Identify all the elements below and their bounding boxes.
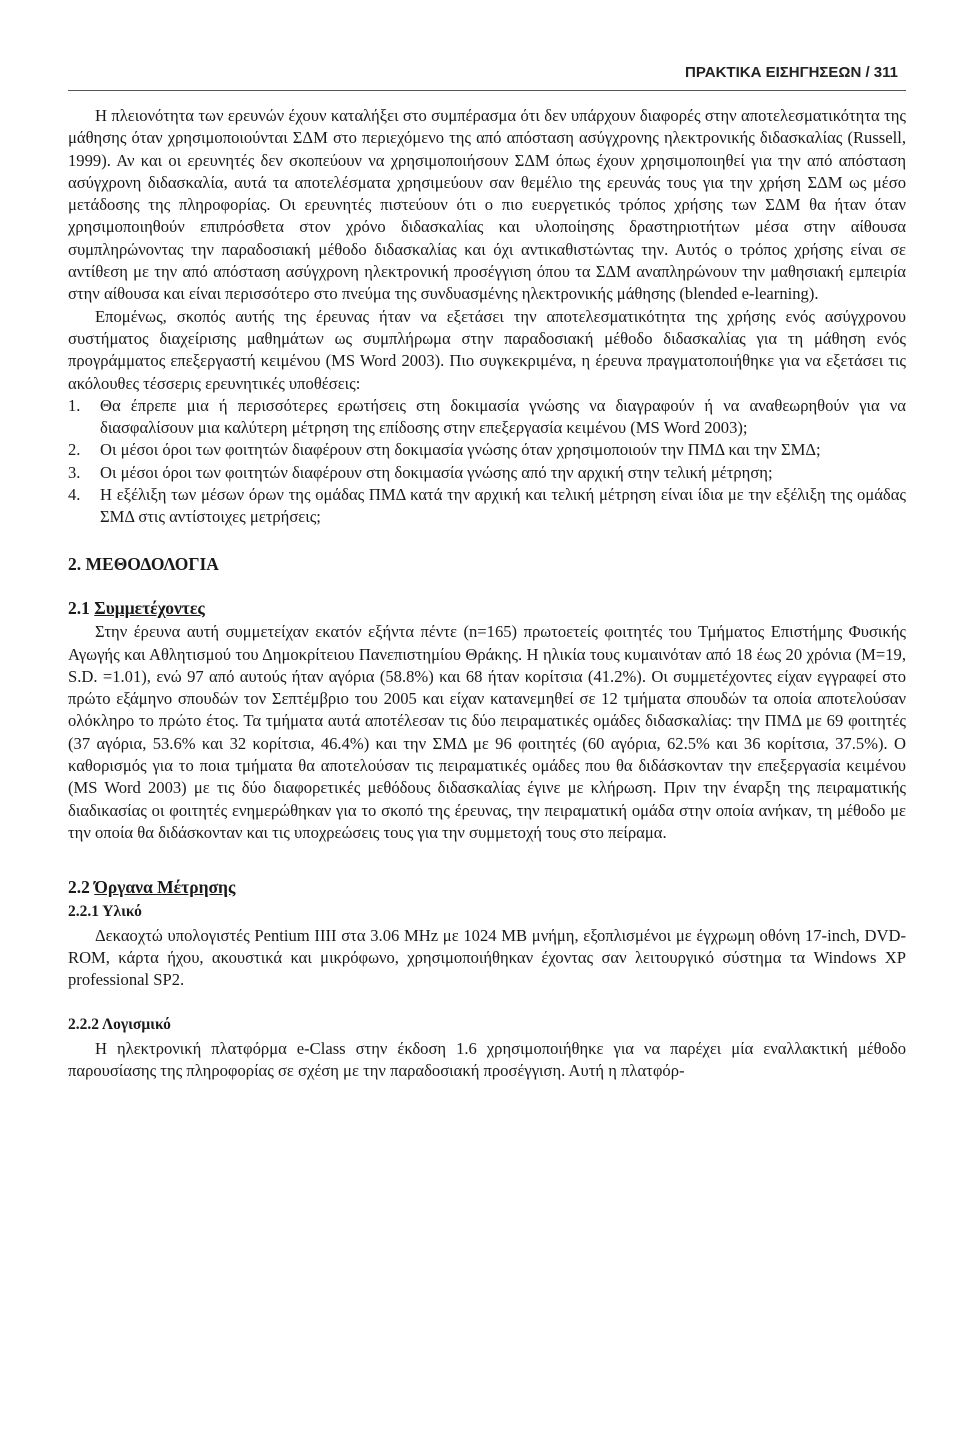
subsection-number: 2.2 <box>68 877 95 898</box>
running-header: ΠΡΑΚΤΙΚΑ ΕΙΣΗΓΗΣΕΩΝ / 311 <box>685 64 898 81</box>
hypotheses-list <box>68 395 906 529</box>
section-heading-methodology: 2. ΜΕΘΟΔΟΛΟΓΙΑ <box>68 553 219 574</box>
hardware-paragraph: Δεκαοχτώ υπολογιστές Pentium IIII στα 3.06 MHz με 1024 MB μνήμη, εξοπλισμένοι με έγχρωμη οθόνη 17-inch, DVD-ROM, κάρτα ήχου, ακουστικά και μικρόφωνο, χρησιμοποιήθηκαν έχοντας σαν λειτουργικό σύστημα τα Windows XP professional SP2. <box>68 925 906 990</box>
subsubsection-heading-hardware: 2.2.1 Υλικό <box>68 902 142 920</box>
header-rule <box>68 90 906 91</box>
list-item-number: 1. <box>68 395 81 415</box>
subsubsection-heading-software: 2.2.2 Λογισμικό <box>68 1015 171 1033</box>
subsection-title: Συμμετέχοντες <box>94 597 205 618</box>
list-item-text: Θα έπρεπε μια ή περισσότερες ερωτήσεις στη δοκιμασία γνώσης να διαγραφούν ή να αναθεωρηθούν για να διασφαλίσουν μια καλύτερη μέτρηση της επίδοσης στην επεξεργασία κειμένου (MS Word 2003); <box>100 395 906 438</box>
list-item-text: Οι μέσοι όροι των φοιτητών διαφέρουν στη δοκιμασία γνώσης από την αρχική στην τελική μέτρηση; <box>100 462 773 482</box>
list-item-text: Οι μέσοι όροι των φοιτητών διαφέρουν στη δοκιμασία γνώσης όταν χρησιμοποιούν την ΠΜΔ και την ΣΜΔ; <box>100 440 821 460</box>
software-paragraph: Η ηλεκτρονική πλατφόρμα e-Class στην έκδοση 1.6 χρησιμοποιήθηκε για να παρέχει μία εναλλακτική μέθοδο παρουσίασης της πληροφορίας σε σχέση με την παραδοσιακή προσέγγιση. Αυτή η πλατφόρ- <box>68 1038 906 1081</box>
subsection-number: 2.1 <box>68 597 95 618</box>
subsection-heading-participants <box>68 597 906 619</box>
list-item <box>68 395 906 440</box>
list-item <box>68 439 906 461</box>
list-item-text: Η εξέλιξη των μέσων όρων της ομάδας ΠΜΔ κατά την αρχική και τελική μέτρηση είναι ίδια με την εξέλιξη της ομάδας ΣΜΔ στις αντίστοιχες μετρήσεις; <box>100 485 906 527</box>
list-item-number: 2. <box>68 440 81 460</box>
intro-paragraph-1: Η πλειονότητα των ερευνών έχουν καταλήξει στο συμπέρασμα ότι δεν υπάρχουν διαφορές στην αποτελεσματικότητα της μάθησης όταν χρησιμοποιούνται ΣΔΜ στο περιεχόμενο της από απόσταση ασύγχρονης ηλεκτρονικής διδασκαλίας (Russell, 1999). Αν και οι ερευνητές δεν σκοπεύουν να χρησιμοποιήσουν ΣΔΜ όπως έχουν χρησιμοποιηθεί για την από απόσταση ασύγχρονη διδασκαλία, αυτά τα αποτελέσματα χρησιμεύουν σαν θεμέλιο της ερευνάς τους για την χρήση ΣΔΜ ως μέσο μετάδοσης της πληροφορίας. Οι ερευνητές πιστεύουν ότι ο πιο ευεργετικός τρόπος χρήσης των ΣΔΜ θα ήταν όταν χρησιμοποιηθούν επιπρόσθετα στον χρόνο διδασκαλίας και υλοποίησης δραστηριοτήτων μέσα στην αίθουσα συμπληρώνοντας την παραδοσιακή μέθοδο διδασκαλίας και όχι αντικαθιστώντας την. Αυτός ο τρόπος χρήσης είναι σε αντίθεση με την από απόσταση ασύγχρονη ηλεκτρονική προσέγγιση όπου τα ΣΔΜ αναπληρώνουν την μαθησιακή εμπειρία στην αίθουσα και είναι περισσότερο στο πνεύμα της συνδυασμένης ηλεκτρονικής μάθησης (blended e-learning). <box>68 106 906 304</box>
subsection-title: Όργανα Μέτρησης <box>94 877 236 898</box>
subsection-heading-instruments <box>68 876 906 898</box>
intro-paragraph-2: Επομένως, σκοπός αυτής της έρευνας ήταν να εξετάσει την αποτελεσματικότητα της χρήσης ενός ασύγχρονου συστήματος διαχείρισης μαθημάτων ως συμπλήρωμα στην παραδοσιακή μέθοδο διδασκαλίας για τη μάθηση ενός προγράμματος επεξεργαστή κειμένου (MS Word 2003). Πιο συγκεκριμένα, η έρευνα πραγματοποιήθηκε για να εξετάσει τις ακόλουθες τέσσερις ερευνητικές υποθέσεις: <box>68 306 906 393</box>
list-item-number: 3. <box>68 462 81 482</box>
list-item <box>68 462 906 484</box>
participants-paragraph: Στην έρευνα αυτή συμμετείχαν εκατόν εξήντα πέντε (n=165) πρωτοετείς φοιτητές του Τμήματος Επιστήμης Φυσικής Αγωγής και Αθλητισμού του Δημοκρίτειου Πανεπιστημίου Θράκης. Η ηλικία τους κυμαινόταν από 18 έως 20 χρόνια (M=19, S.D. =1.01), ενώ 97 από αυτούς ήταν αγόρια (58.8%) και 68 ήταν κορίτσια (41.2%). Οι συμμετέχοντες είχαν εγγραφεί στο πρώτο εξάμηνο σπουδών τον Σεπτέμβριο του 2005 και είχαν κατανεμηθεί σε 12 τμήματα σπουδών τα οποία αποτελούσαν ολόκληρο το πρώτο έτος. Τα τμήματα αυτά αποτέλεσαν τις δύο πειραματικές ομάδες διδασκαλίας: την ΠΜΔ με 69 φοιτητές (37 αγόρια, 53.6% και 32 κορίτσια, 46.4%) και την ΣΜΔ με 96 φοιτητές (60 αγόρια, 62.5% και 36 κορίτσια, 37.5%). Ο καθορισμός για το ποια τμήματα θα αποτελούσαν τις πειραματικές ομάδες που θα διδάσκονταν την επεξεργασία κειμένου (MS Word 2003) με τις δύο διαφορετικές μεθόδους διδασκαλίας έγινε με κλήρωση. Πριν την έναρξη της πειραματικής διαδικασίας οι φοιτητές ενημερώθηκαν για το σκοπό της έρευνας, την πειραματική ομάδα στην οποία ανήκαν, τη μέθοδο με την οποία θα διδάσκονταν και τις υποχρεώσεις τους για την συμμετοχή τους στο πείραμα. <box>68 622 906 842</box>
list-item-number: 4. <box>68 485 81 505</box>
list-item <box>68 484 906 529</box>
document-body <box>68 105 906 1083</box>
